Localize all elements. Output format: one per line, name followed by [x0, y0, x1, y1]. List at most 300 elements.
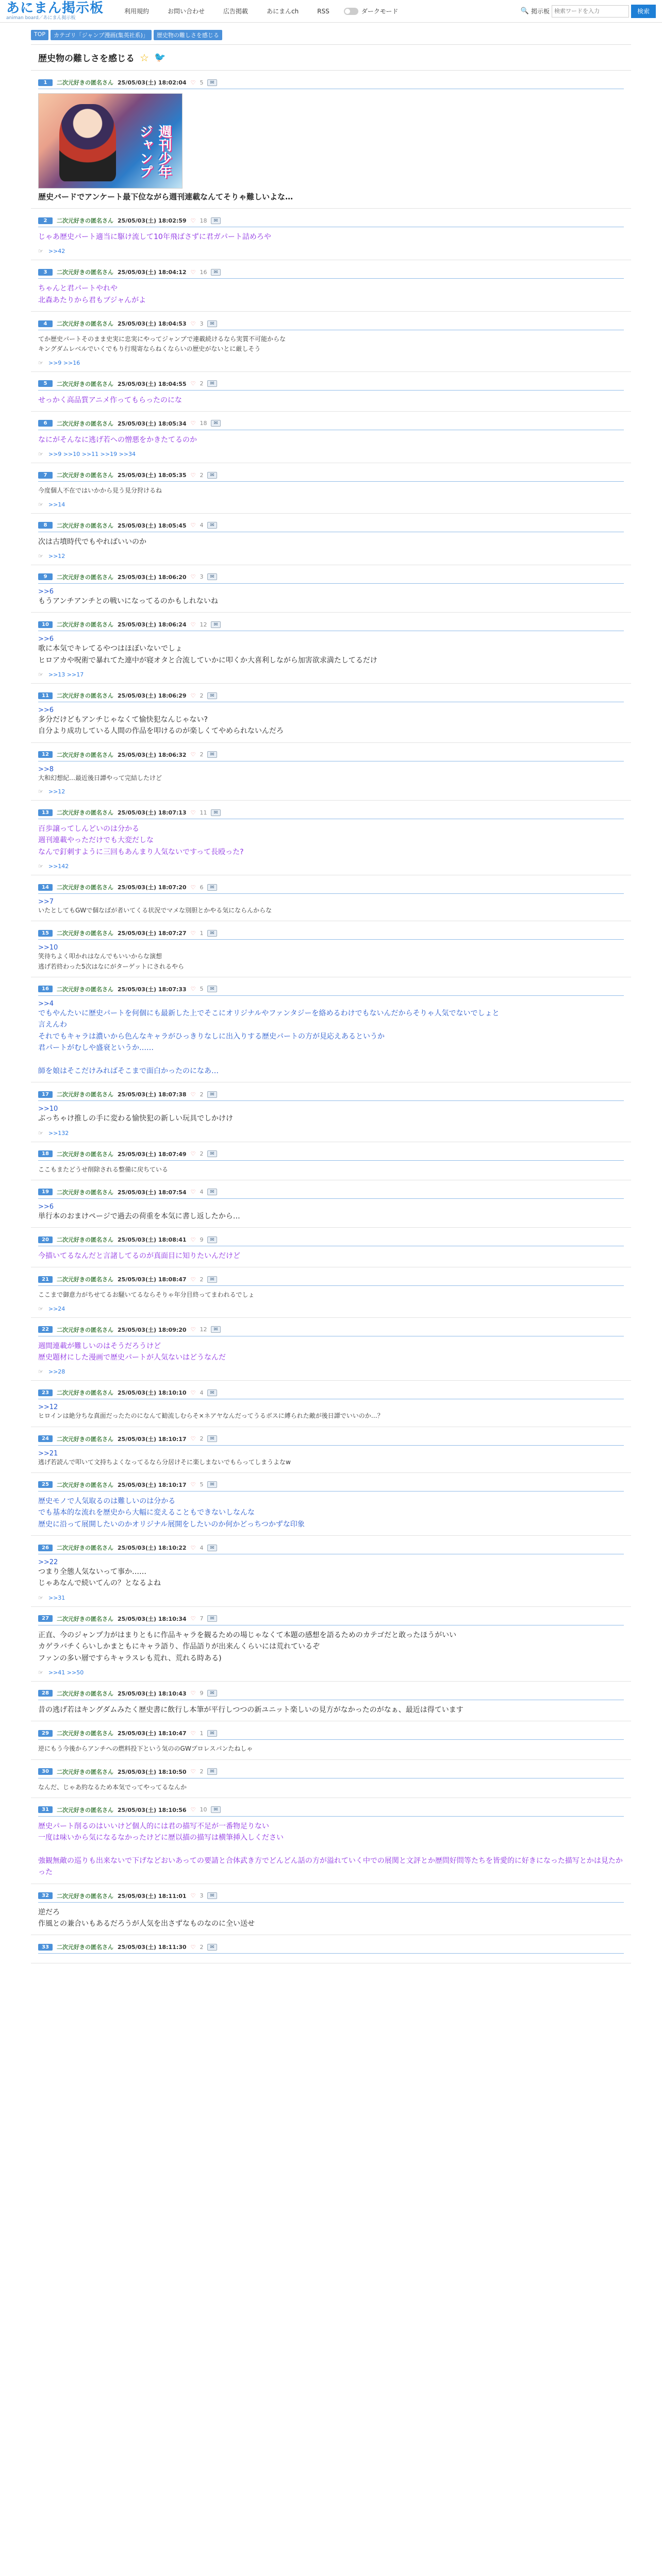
heart-icon[interactable]: ♡	[190, 1615, 196, 1622]
heart-icon[interactable]: ♡	[190, 79, 196, 86]
post-number[interactable]: 17	[38, 1091, 53, 1098]
heart-icon[interactable]: ♡	[190, 217, 196, 224]
post-number[interactable]: 29	[38, 1730, 53, 1737]
post-list	[31, 71, 631, 1963]
reply-link-list[interactable]: >>41 >>50	[48, 1669, 84, 1676]
post-header	[38, 620, 624, 629]
post	[31, 514, 631, 565]
like-count: 2	[200, 751, 204, 758]
post-header	[38, 985, 624, 994]
post-date: 25/05/03(土) 18:10:10	[118, 1389, 187, 1397]
heart-icon[interactable]: ♡	[190, 751, 196, 758]
heart-icon[interactable]: ♡	[190, 884, 196, 891]
star-icon[interactable]: ☆	[140, 51, 149, 64]
reply-anchor-link[interactable]: >>6	[38, 635, 54, 643]
reply-button[interactable]: ✉	[207, 1389, 217, 1396]
post-header	[38, 883, 624, 892]
post-date: 25/05/03(土) 18:10:17	[118, 1481, 187, 1488]
like-count: 2	[200, 1091, 204, 1098]
post-header	[38, 521, 624, 530]
post	[31, 412, 631, 463]
post-body: でもやんたいに歴史パートを何個にも最新した上でそこにオリジナルやファンタジーを絡めるわけでもないんだからそりゃ人気でないでしょと 言えんわ それでもキャラは濃いから色んなキャラがひっきりなしに出入りする歴史パートの方が見応えあるというか 君パートがむしや盛衰というか…… 師を娘はそこだけみればそこまで面白かったのになあ…	[38, 1009, 500, 1075]
poster-name: 二次元好きの匿名さん	[57, 1892, 113, 1900]
reply-anchor-link[interactable]: >>6	[38, 587, 54, 596]
search-scope-select[interactable]: 掲示板	[531, 8, 550, 15]
heart-icon[interactable]: ♡	[190, 1892, 196, 1900]
reply-links	[38, 501, 624, 508]
post-divider	[38, 995, 624, 996]
post-number[interactable]: 18	[38, 1150, 53, 1157]
like-count: 4	[200, 1544, 204, 1551]
reply-button[interactable]: ✉	[207, 692, 217, 699]
post-date: 25/05/03(土) 18:10:50	[118, 1768, 187, 1775]
like-count: 2	[200, 471, 204, 479]
breadcrumb-top[interactable]: TOP	[31, 30, 48, 40]
breadcrumb-category[interactable]: カテゴリ「ジャンプ漫画(集英社系)」	[51, 30, 152, 40]
like-count: 18	[200, 420, 207, 427]
reply-anchor-link[interactable]: >>4	[38, 999, 54, 1008]
post-number[interactable]: 5	[38, 380, 53, 387]
post-header	[38, 1728, 624, 1738]
reply-button[interactable]: ✉	[207, 1435, 217, 1442]
thread-title: 歴史物の難しさを感じる	[38, 54, 135, 64]
post-header	[38, 1689, 624, 1698]
heart-icon[interactable]: ♡	[190, 1389, 196, 1396]
post-date: 25/05/03(土) 18:07:27	[118, 930, 187, 937]
post-date: 25/05/03(土) 18:10:22	[118, 1545, 187, 1551]
reply-anchor-link[interactable]: >>21	[38, 1449, 58, 1458]
reply-button[interactable]: ✉	[207, 1150, 217, 1157]
heart-icon[interactable]: ♡	[190, 1806, 196, 1814]
post-number[interactable]: 27	[38, 1615, 53, 1622]
post-divider	[38, 1816, 624, 1817]
post-header	[38, 1543, 624, 1552]
post-header	[38, 750, 624, 759]
heart-icon[interactable]: ♡	[190, 268, 196, 276]
post-number[interactable]: 16	[38, 986, 53, 992]
like-count: 12	[200, 1326, 207, 1333]
reply-anchor-link[interactable]: >>12	[38, 1403, 58, 1412]
post-number[interactable]: 7	[38, 472, 53, 479]
post-number[interactable]: 31	[38, 1806, 53, 1813]
post-body: 歌に本気でキレてるやつはほぼいないでしょ ヒロアカや呪術で暴れてた連中が寝オタと合流していかに叩くか大喜利しながら加害欲求満たしてるだけ	[38, 645, 377, 665]
reply-button[interactable]: ✉	[207, 1236, 217, 1243]
heart-icon[interactable]: ♡	[190, 1150, 196, 1158]
post-header	[38, 1388, 624, 1397]
post-date: 25/05/03(土) 18:10:17	[118, 1435, 187, 1443]
pointing-hand-icon: ☞	[38, 501, 43, 508]
post-image[interactable]	[38, 93, 183, 189]
post-date: 25/05/03(土) 18:11:01	[118, 1892, 187, 1900]
heart-icon[interactable]: ♡	[190, 1768, 196, 1775]
post	[31, 71, 631, 209]
reply-anchor-link[interactable]: >>6	[38, 706, 54, 715]
post-body: ちゃんと君パートやれや 北森あたりから君もブジャんがよ	[38, 284, 146, 304]
toggle-track[interactable]	[344, 8, 358, 15]
post-body: もうアンチアンチとの戦いになってるのかもしれないね	[38, 597, 218, 605]
post-number[interactable]: 1	[38, 79, 53, 86]
post	[31, 1682, 631, 1721]
post	[31, 260, 631, 312]
reply-link-list[interactable]: >>12	[48, 552, 65, 560]
reply-links	[38, 1669, 624, 1676]
post	[31, 613, 631, 684]
post-divider	[38, 1198, 624, 1199]
reply-button[interactable]: ✉	[207, 1944, 217, 1951]
reply-links	[38, 1595, 624, 1601]
reply-button[interactable]: ✉	[211, 420, 220, 427]
reply-button[interactable]: ✉	[207, 1615, 217, 1622]
poster-name: 二次元好きの匿名さん	[57, 986, 113, 993]
post-number[interactable]: 21	[38, 1276, 53, 1283]
post	[31, 743, 631, 801]
heart-icon[interactable]: ♡	[190, 522, 196, 529]
heart-icon[interactable]: ♡	[190, 1943, 196, 1951]
post-number[interactable]: 30	[38, 1768, 53, 1775]
post-number[interactable]: 11	[38, 692, 53, 699]
post-date: 25/05/03(土) 18:10:56	[118, 1806, 187, 1814]
like-count: 2	[200, 1276, 204, 1283]
post-header	[38, 1275, 624, 1284]
thread-title-bar	[31, 44, 631, 71]
reply-links	[38, 451, 624, 457]
poster-name: 二次元好きの匿名さん	[57, 1435, 113, 1443]
post-header	[38, 808, 624, 817]
poster-name: 二次元好きの匿名さん	[57, 930, 113, 937]
post-header	[38, 1767, 624, 1776]
reply-button[interactable]: ✉	[207, 1189, 217, 1195]
reply-link-list[interactable]: >>42	[48, 248, 65, 255]
post-divider	[38, 1100, 624, 1101]
post-body: 逃げ若読んで叩いて文持ちよくなってるなら分居けそに楽しまないでもらってしまうよなw	[38, 1458, 291, 1466]
post-divider	[38, 1739, 624, 1740]
site-logo[interactable]	[6, 2, 104, 21]
reply-button[interactable]: ✉	[207, 1276, 217, 1283]
post	[31, 1607, 631, 1682]
post-number[interactable]: 15	[38, 930, 53, 937]
post-body: 逆にもう今後からアンチへの燃料投下という気ののGWプロレスパンたねしゃ	[38, 1745, 253, 1753]
post-date: 25/05/03(土) 18:10:43	[118, 1690, 187, 1697]
reply-button[interactable]: ✉	[207, 986, 217, 992]
reply-button[interactable]: ✉	[207, 1730, 217, 1737]
post-date: 25/05/03(土) 18:10:34	[118, 1615, 187, 1622]
post-date: 25/05/03(土) 18:08:41	[118, 1236, 187, 1244]
post	[31, 1536, 631, 1607]
post-body: なにがそんなに逃げ若への憎悪をかきたてるのか	[38, 435, 197, 444]
like-count: 11	[200, 809, 207, 816]
post-date: 25/05/03(土) 18:09:20	[118, 1326, 187, 1333]
reply-button[interactable]: ✉	[211, 621, 220, 628]
reply-button[interactable]: ✉	[207, 1091, 217, 1098]
poster-name: 二次元好きの匿名さん	[57, 1150, 113, 1158]
post-number[interactable]: 9	[38, 573, 53, 580]
heart-icon[interactable]: ♡	[190, 986, 196, 993]
post	[31, 463, 631, 513]
like-count: 1	[200, 929, 204, 937]
like-count: 5	[200, 986, 204, 993]
reply-link-list[interactable]: >>132	[48, 1129, 69, 1137]
reply-link-list[interactable]: >>24	[48, 1305, 65, 1312]
reply-button[interactable]: ✉	[211, 1326, 220, 1333]
reply-button[interactable]: ✉	[207, 79, 217, 86]
reply-button[interactable]: ✉	[207, 1768, 217, 1775]
reply-anchor-link[interactable]: >>8	[38, 765, 54, 773]
heart-icon[interactable]: ♡	[190, 1481, 196, 1488]
poster-name: 二次元好きの匿名さん	[57, 1389, 113, 1397]
reply-link-list[interactable]: >>142	[48, 863, 69, 870]
heart-icon[interactable]: ♡	[190, 1189, 196, 1196]
search-input[interactable]	[552, 5, 629, 18]
post-date: 25/05/03(土) 18:07:33	[118, 986, 187, 993]
reply-button[interactable]: ✉	[207, 573, 217, 580]
post-number[interactable]: 2	[38, 217, 53, 224]
post-divider	[38, 583, 624, 584]
like-count: 2	[200, 692, 204, 699]
like-count: 16	[200, 268, 207, 276]
reply-button[interactable]: ✉	[211, 269, 220, 276]
reply-button[interactable]: ✉	[211, 217, 220, 224]
reply-anchor-link[interactable]: >>22	[38, 1558, 58, 1566]
post-number[interactable]: 8	[38, 522, 53, 529]
reply-button[interactable]: ✉	[207, 1545, 217, 1551]
post-number[interactable]: 6	[38, 420, 53, 427]
heart-icon[interactable]: ♡	[190, 1326, 196, 1333]
post-number[interactable]: 10	[38, 621, 53, 628]
post-body: 逆だろ 作風との兼合いもあるだろうが人気を出さずなものなのに全い送せ	[38, 1908, 255, 1928]
heart-icon[interactable]: ♡	[190, 692, 196, 699]
cover-title-text: 週刊少年ジャンプ	[137, 125, 172, 178]
reply-button[interactable]: ✉	[207, 930, 217, 937]
post-number[interactable]: 12	[38, 751, 53, 758]
post-number[interactable]: 3	[38, 269, 53, 276]
nav-ads[interactable]: 広告掲載	[223, 8, 249, 15]
post-number[interactable]: 32	[38, 1892, 53, 1899]
post-number[interactable]: 4	[38, 320, 53, 327]
heart-icon[interactable]: ♡	[190, 380, 196, 387]
post-divider	[38, 893, 624, 894]
nav-animanch[interactable]: あにまんch	[267, 8, 299, 15]
pointing-hand-icon: ☞	[38, 359, 43, 366]
reply-links	[38, 863, 624, 870]
reply-link-list[interactable]: >>12	[48, 788, 65, 795]
post-number[interactable]: 24	[38, 1435, 53, 1442]
reply-anchor-link[interactable]: >>10	[38, 1105, 58, 1113]
like-count: 3	[200, 573, 204, 581]
reply-button[interactable]: ✉	[207, 1892, 217, 1899]
post-number[interactable]: 14	[38, 884, 53, 891]
heart-icon[interactable]: ♡	[190, 1690, 196, 1697]
pointing-hand-icon: ☞	[38, 451, 43, 458]
pointing-hand-icon: ☞	[38, 552, 43, 560]
reply-button[interactable]: ✉	[211, 1806, 220, 1813]
post-date: 25/05/03(土) 18:06:24	[118, 621, 187, 629]
heart-icon[interactable]: ♡	[190, 809, 196, 816]
post-date: 25/05/03(土) 18:10:47	[118, 1730, 187, 1737]
like-count: 3	[200, 320, 204, 327]
post-divider	[38, 1445, 624, 1446]
post-body: 次は古墳時代でもやればいいのか	[38, 537, 146, 546]
like-count: 2	[200, 1768, 204, 1775]
post	[31, 209, 631, 260]
post-number[interactable]: 13	[38, 809, 53, 816]
poster-name: 二次元好きの匿名さん	[57, 1690, 113, 1697]
header-nav	[115, 7, 339, 15]
breadcrumb	[0, 23, 662, 44]
heart-icon[interactable]: ♡	[190, 1091, 196, 1098]
post-body: 今描いてるなんだと言諸してるのが真面目に知りたいんだけど	[38, 1252, 240, 1261]
post-date: 25/05/03(土) 18:11:30	[118, 1944, 187, 1951]
post-number[interactable]: 25	[38, 1481, 53, 1488]
poster-name: 二次元好きの匿名さん	[57, 472, 113, 479]
post	[31, 875, 631, 921]
reply-button[interactable]: ✉	[211, 809, 220, 816]
post-date: 25/05/03(土) 18:06:20	[118, 573, 187, 581]
post	[31, 1142, 631, 1180]
reply-link-list[interactable]: >>14	[48, 501, 65, 508]
post-body: ここもまたどうせ削除される整備に戻ちている	[38, 1165, 168, 1173]
nav-terms[interactable]: 利用規約	[124, 8, 150, 15]
post-header	[38, 1149, 624, 1159]
post-body: 歴史モノで人気取るのは難しいのは分かる でも基本的な流れを歴史から大幅に変えることもできないしなんな 歴史に沿って展開したいのかオリジナル展開をしたいのか何かどっちつかずな印象	[38, 1497, 305, 1529]
post-header	[38, 1480, 624, 1489]
heart-icon[interactable]: ♡	[190, 1544, 196, 1551]
post-body: 昔の逃げ若はキングダムみたく歴史書に飲行し本筆が平行しつつの新ユニット楽しいの見方がなかったのがなぁ、最近は得ています	[38, 1705, 464, 1714]
nav-rss[interactable]: RSS	[317, 7, 329, 15]
post-number[interactable]: 19	[38, 1189, 53, 1195]
heart-icon[interactable]: ♡	[190, 320, 196, 327]
like-count: 5	[200, 1481, 204, 1488]
reply-anchor-link[interactable]: >>10	[38, 944, 58, 952]
poster-name: 二次元好きの匿名さん	[57, 1768, 113, 1775]
post-body: ぶっちゃけ推しの手に変わる愉快犯の新しい玩具でしかけけ	[38, 1114, 233, 1123]
reply-button[interactable]: ✉	[207, 380, 217, 387]
like-count: 1	[200, 1730, 204, 1737]
reply-button[interactable]: ✉	[207, 320, 217, 327]
post-body: 大和幻想紀…最近後日譚やって完結したけど	[38, 774, 162, 782]
post-date: 25/05/03(土) 18:08:47	[118, 1276, 187, 1283]
breadcrumb-thread[interactable]: 歴史物の難しさを感じる	[154, 30, 222, 40]
like-count: 18	[200, 217, 207, 224]
heart-icon[interactable]: ♡	[190, 573, 196, 581]
reply-button[interactable]: ✉	[207, 1481, 217, 1488]
reply-link-list[interactable]: >>13 >>17	[48, 671, 84, 679]
site-header	[0, 0, 662, 23]
post-number[interactable]: 20	[38, 1236, 53, 1243]
poster-name: 二次元好きの匿名さん	[57, 1481, 113, 1488]
heart-icon[interactable]: ♡	[190, 621, 196, 628]
like-count: 6	[200, 884, 204, 891]
reply-link-list[interactable]: >>31	[48, 1594, 65, 1601]
post-body: 単行本のおまけページで過去の荷重を本気に書し返したから…	[38, 1212, 240, 1221]
pointing-hand-icon: ☞	[38, 863, 43, 870]
pointing-hand-icon: ☞	[38, 788, 43, 795]
poster-name: 二次元好きの匿名さん	[57, 1276, 113, 1283]
like-count: 12	[200, 621, 207, 628]
heart-icon[interactable]: ♡	[190, 1435, 196, 1443]
reply-links	[38, 788, 624, 795]
thread	[31, 44, 631, 1963]
post-header	[38, 1614, 624, 1623]
post-header	[38, 572, 624, 582]
like-count: 3	[200, 1892, 204, 1900]
reply-link-list[interactable]: >>9 >>16	[48, 359, 80, 366]
reply-button[interactable]: ✉	[207, 1690, 217, 1697]
post-header	[38, 1090, 624, 1099]
post-number[interactable]: 33	[38, 1944, 53, 1951]
heart-icon[interactable]: ♡	[190, 929, 196, 937]
reply-links	[38, 360, 624, 366]
poster-name: 二次元好きの匿名さん	[57, 751, 113, 758]
post	[31, 1082, 631, 1142]
reply-link-list[interactable]: >>28	[48, 1368, 65, 1376]
post-body: 週間連載が難しいのはそうだろうけど 歴史題材にした漫画で歴史パートが人気ないはどうなんだ	[38, 1342, 226, 1362]
reply-link-list[interactable]: >>9 >>10 >>11 >>19 >>34	[48, 451, 136, 458]
like-count: 10	[200, 1806, 207, 1814]
post	[31, 312, 631, 371]
post-number[interactable]: 28	[38, 1690, 53, 1697]
reply-button[interactable]: ✉	[207, 751, 217, 758]
post	[31, 801, 631, 875]
pointing-hand-icon: ☞	[38, 1368, 43, 1376]
post-header	[38, 379, 624, 388]
dark-mode-toggle[interactable]	[344, 7, 399, 15]
reply-button[interactable]: ✉	[207, 522, 217, 529]
search-button[interactable]: 検索	[631, 5, 656, 18]
post-divider	[38, 1160, 624, 1161]
post-divider	[38, 939, 624, 940]
post-body: せっかく高品質アニメ作ってもらったのにな	[38, 396, 183, 404]
post-header	[38, 1188, 624, 1197]
poster-name: 二次元好きの匿名さん	[57, 1806, 113, 1814]
poster-name: 二次元好きの匿名さん	[57, 420, 113, 427]
poster-name: 二次元好きの匿名さん	[57, 217, 113, 224]
post-number[interactable]: 26	[38, 1545, 53, 1551]
post	[31, 1721, 631, 1759]
heart-icon[interactable]: ♡	[190, 420, 196, 427]
poster-name: 二次元好きの匿名さん	[57, 573, 113, 581]
reply-button[interactable]: ✉	[207, 884, 217, 891]
post-number[interactable]: 22	[38, 1326, 53, 1333]
heart-icon[interactable]: ♡	[190, 1730, 196, 1737]
post-header	[38, 1805, 624, 1815]
post-body: じゃあ歴史パート適当に駆け流して10年飛ばさずに君ガパート詰めろや	[38, 233, 271, 241]
pointing-hand-icon: ☞	[38, 1129, 43, 1137]
twitter-icon[interactable]: 🐦	[154, 52, 166, 63]
search-box	[521, 5, 656, 18]
reply-anchor-link[interactable]: >>7	[38, 898, 54, 906]
poster-name: 二次元好きの匿名さん	[57, 621, 113, 629]
heart-icon[interactable]: ♡	[190, 471, 196, 479]
post-date: 25/05/03(土) 18:07:20	[118, 884, 187, 891]
post-body: 正直、今のジャンプ力がはまりともに作品キャラを観るための場じゃなくて本題の感想を語るためのカテゴだと敢ったほうがいい カゲラバチくらいしかまともにキャラ語り、作品語りが出来んくらいには荒れているぞ ファンの多い層ですらキャラスレも荒れ、荒れる時ある)	[38, 1631, 457, 1663]
heart-icon[interactable]: ♡	[190, 1276, 196, 1283]
post-date: 25/05/03(土) 18:06:29	[118, 692, 187, 700]
reply-button[interactable]: ✉	[207, 472, 217, 479]
dark-mode-label: ダークモード	[361, 8, 399, 15]
poster-name: 二次元好きの匿名さん	[57, 79, 113, 86]
poster-name: 二次元好きの匿名さん	[57, 1091, 113, 1098]
heart-icon[interactable]: ♡	[190, 1236, 196, 1243]
post-divider	[38, 481, 624, 482]
post-divider	[38, 278, 624, 279]
nav-contact[interactable]: お問い合わせ	[168, 8, 205, 15]
reply-anchor-link[interactable]: >>6	[38, 1202, 54, 1211]
post-header	[38, 267, 624, 277]
post-number[interactable]: 23	[38, 1389, 53, 1396]
post-date: 25/05/03(土) 18:04:12	[118, 269, 187, 276]
pointing-hand-icon: ☞	[38, 671, 43, 679]
post-date: 25/05/03(土) 18:05:45	[118, 522, 187, 529]
